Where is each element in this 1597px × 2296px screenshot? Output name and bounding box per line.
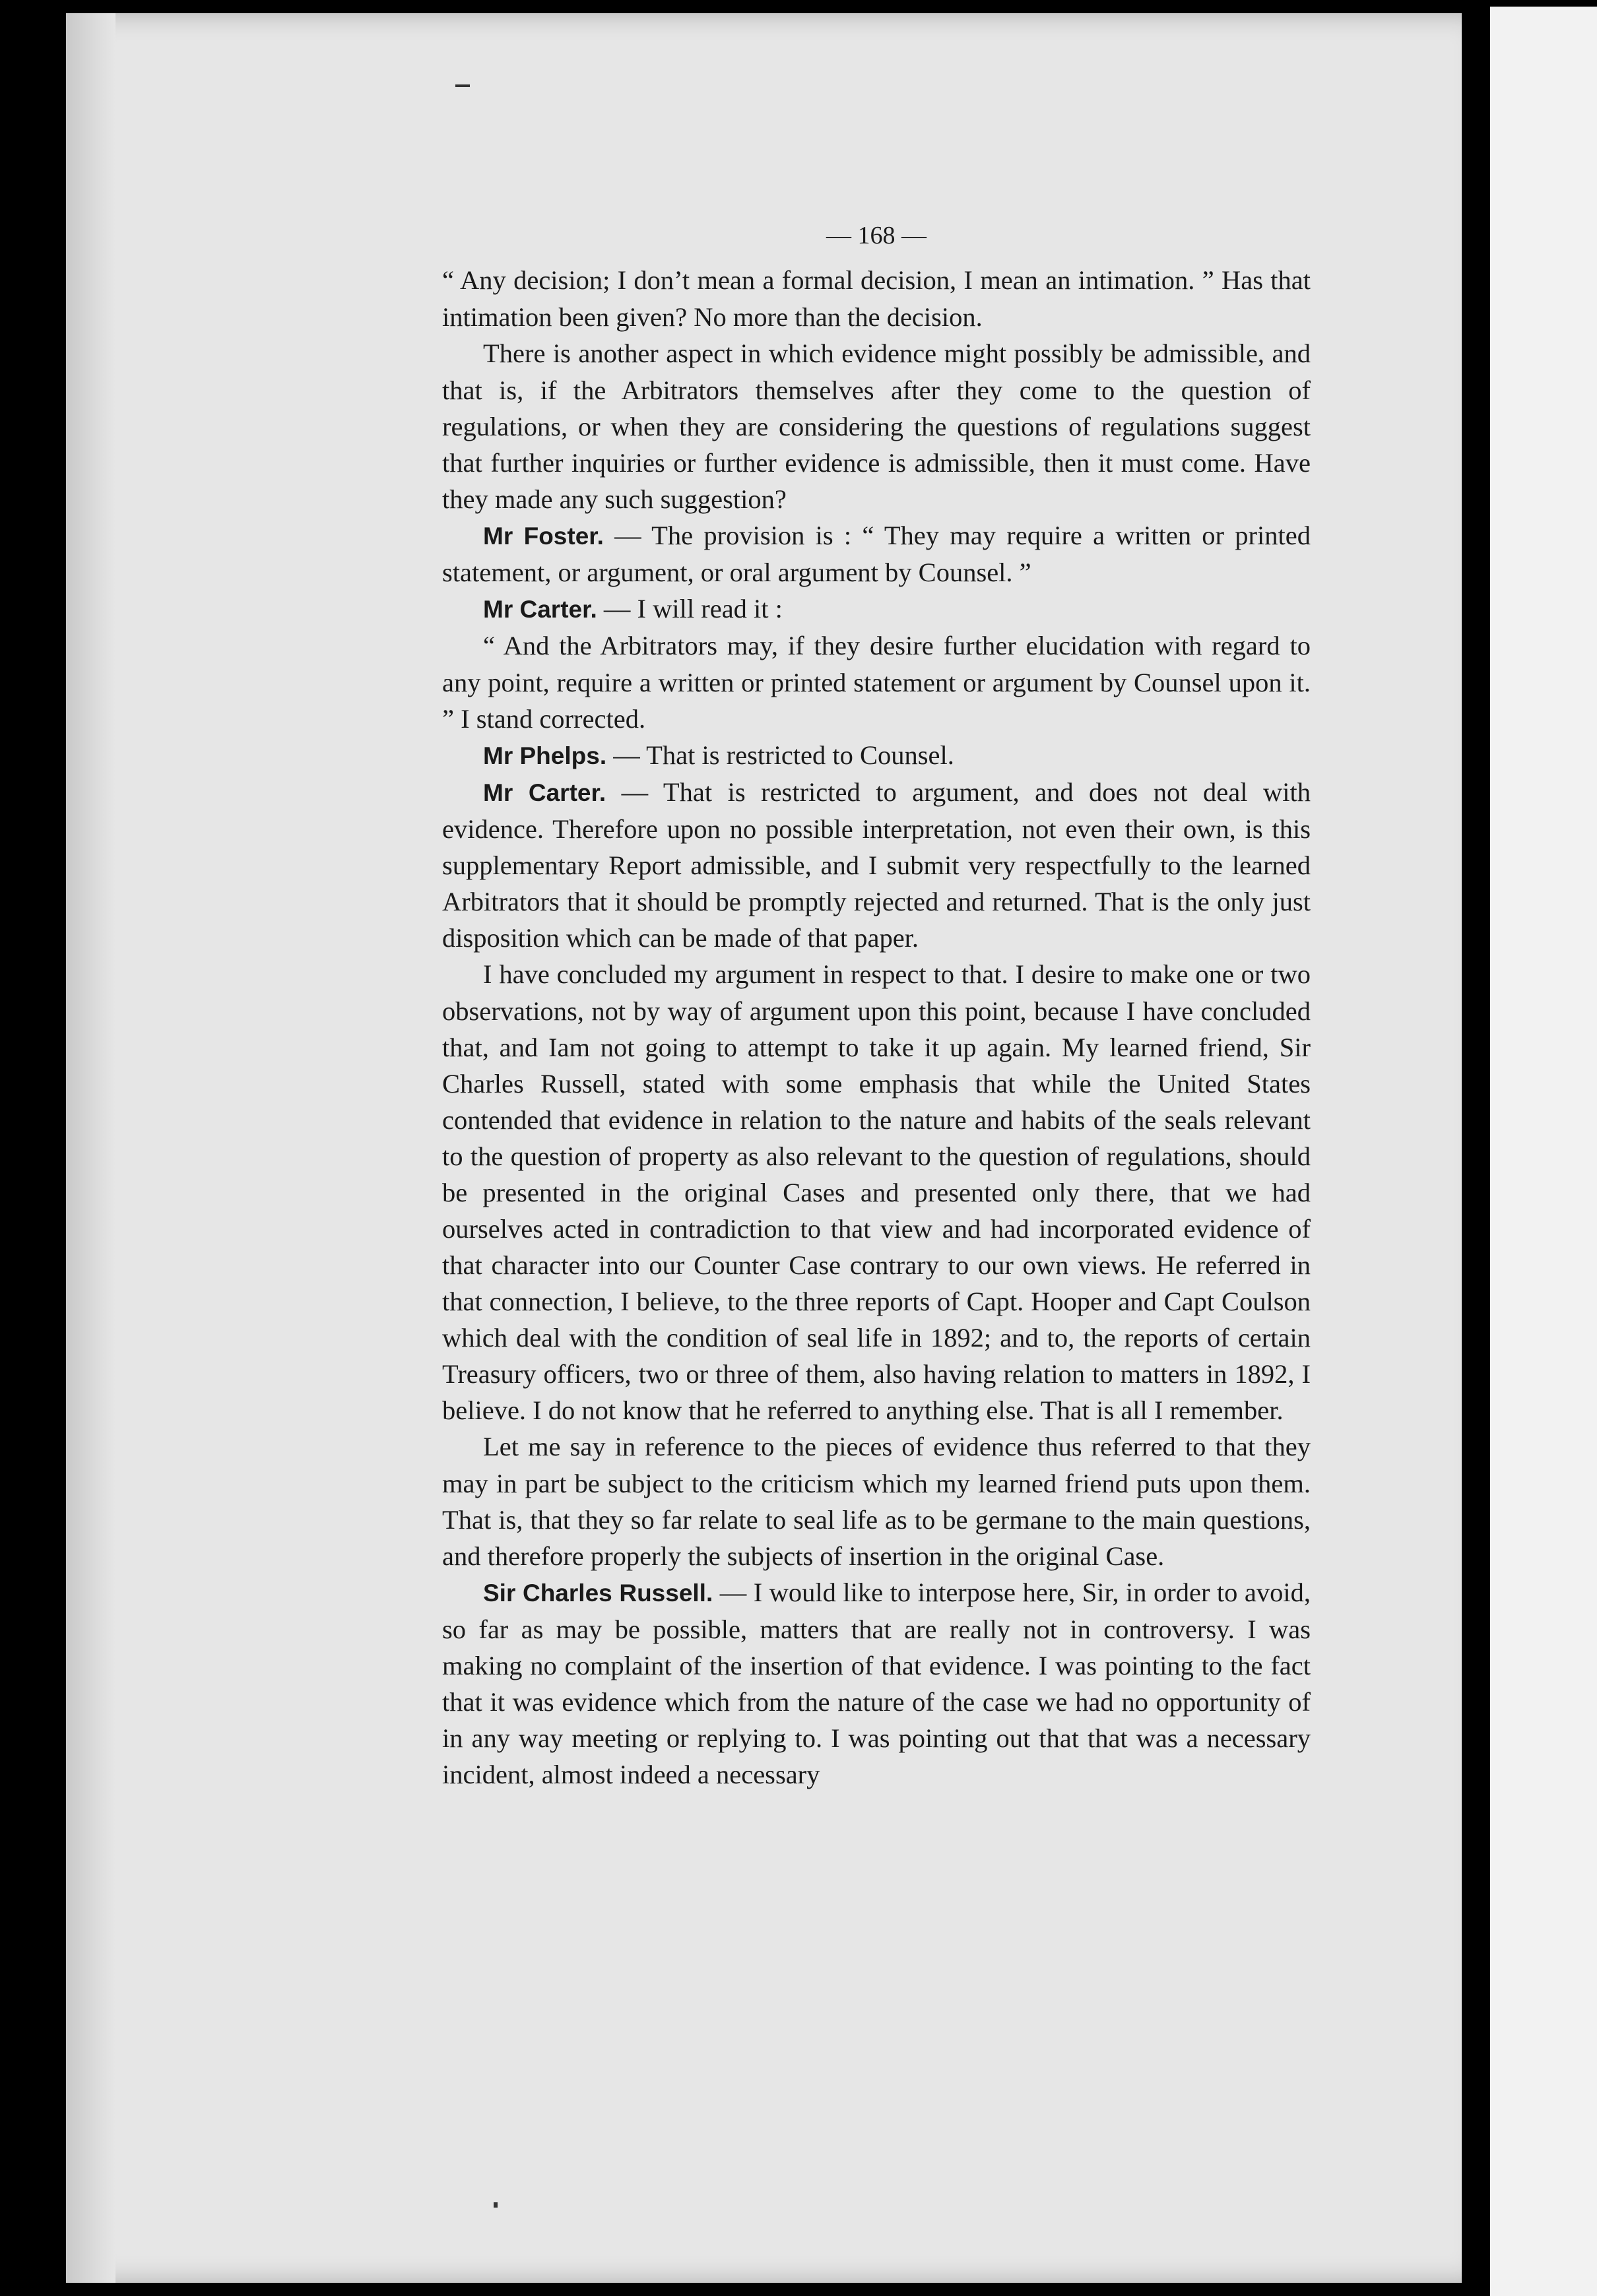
- paragraph: [442, 262, 1311, 335]
- paragraph: [442, 956, 1311, 1428]
- scan-speck: [494, 2202, 498, 2208]
- speaker-name: Mr Phelps.: [483, 742, 607, 769]
- page-number: — 168 —: [826, 222, 927, 249]
- paragraph-text: — That is restricted to argument, and does not deal with evidence. Therefore upon no possible interpretation, not even their own, is this supplementary Report admissible, and I submit very respectfully to the learned Arbitrators that it should be promptly rejected and returned. That is the only just disposition which can be made of that paper.: [442, 777, 1311, 953]
- adjacent-page-edge: [1490, 7, 1597, 2296]
- paragraph: [442, 737, 1311, 774]
- speaker-name: Mr Foster.: [483, 523, 604, 550]
- page-binding-shadow: [66, 13, 115, 2283]
- paragraph: [442, 1428, 1311, 1574]
- paragraph-text: — That is restricted to Counsel.: [606, 740, 954, 770]
- speaker-name: Sir Charles Russell.: [483, 1579, 713, 1607]
- speaker-name: Mr Carter.: [483, 596, 597, 623]
- paragraph-text: “ Any decision; I don’t mean a formal decision, I mean an intimation. ” Has that intimation been given? No more than the decision.: [442, 265, 1311, 332]
- paragraph-text: — I will read it :: [597, 594, 783, 623]
- speaker-name: Mr Carter.: [483, 779, 606, 806]
- paragraph-text: — The provision is : “ They may require a written or printed statement, or argument, or oral argument by Counsel. ”: [442, 521, 1311, 587]
- paragraph-text: Let me say in reference to the pieces of evidence thus referred to that they may in part be subject to the criticism which my learned friend puts upon them. That is, that they so far relate to seal life as to be germane to the main questions, and therefore properly the subjects of insertion in the original Case.: [442, 1432, 1311, 1571]
- paragraph-text: — I would like to interpose here, Sir, in order to avoid, so far as may be possible, matters that are really not in controversy. I was making no complaint of the insertion of that evidence. I was pointing to the fact that it was evidence which from the nature of the case we had no opportunity of in any way meeting or replying to. I was pointing out that that was a necessary incident, almost indeed a necessary: [442, 1578, 1311, 1789]
- paragraph-text: I have concluded my argument in respect to that. I desire to make one or two observations, not by way of argument upon this point, because I have concluded that, and Iam not going to attempt to take it up again. My learned friend, Sir Charles Russell, stated with some emphasis that while the United States contended that evidence in relation to the nature and habits of the seals relevant to the question of property as also relevant to the question of regulations, should be presented in the original Cases and presented only there, that we had ourselves acted in contradiction to that view and had incorporated evidence of that character into our Counter Case contrary to our own views. He referred in that connection, I believe, to the three reports of Capt. Hooper and Capt Coulson which deal with the condition of seal life in 1892; and to, the reports of certain Treasury officers, two or three of them, also having relation to matters in 1892, I believe. I do not know that he referred to anything else. That is all I remember.: [442, 959, 1311, 1425]
- scan-speck: [455, 84, 470, 87]
- paragraph: [442, 590, 1311, 627]
- paragraph: [442, 774, 1311, 956]
- paragraph: [442, 1574, 1311, 1793]
- paragraph: [442, 335, 1311, 517]
- paragraph-text: “ And the Arbitrators may, if they desire further elucidation with regard to any point, require a written or printed statement or argument by Counsel upon it. ” I stand corrected.: [442, 631, 1311, 734]
- paragraph: [442, 517, 1311, 590]
- page-content: [442, 218, 1311, 1793]
- paragraph: [442, 627, 1311, 737]
- paragraph-text: There is another aspect in which evidence might possibly be admissible, and that is, if the Arbitrators themselves after they come to the question of regulations, or when they are considering the questions of regulations suggest that further inquiries or further evidence is admissible, then it must come. Have they made any such suggestion?: [442, 338, 1311, 514]
